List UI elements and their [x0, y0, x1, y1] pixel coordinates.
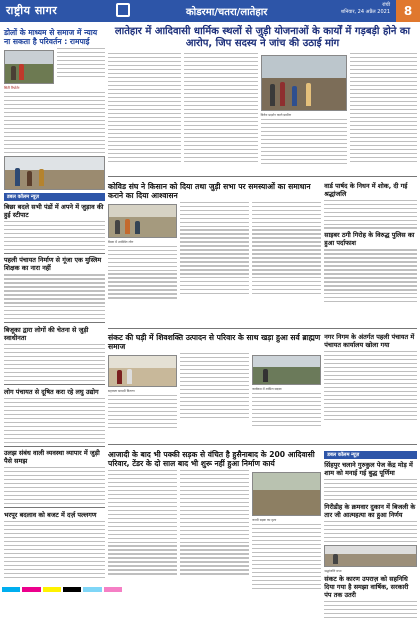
lead-text-col-2 [184, 53, 257, 162]
story2-headline: कोविड संघ ने किसान को दिया तथा जुड़ी सभा पर समस्याओं का समाधान कराने का दिया आश्वासन [108, 181, 311, 200]
story4-text-col-3 [252, 524, 321, 589]
divider [4, 446, 105, 447]
left-headline-4: बिछा बदले सभी पंडों में अपने में जुड़ाव की हुई स्टीपाट [4, 202, 104, 219]
left-headline-2: पहली पंचायत निर्माण से गूंजा एक मुस्लिम शिक्षक का नारा नहीं [4, 256, 102, 273]
left-text-block-3 [4, 274, 105, 319]
masthead [0, 0, 420, 22]
lead-story [108, 53, 417, 173]
lead-photo [261, 55, 348, 111]
left-text-block-1 [4, 92, 105, 153]
left-story-1 [4, 48, 105, 86]
story4-photo-caption: कच्ची सड़क का दृश्य [252, 517, 277, 522]
left-column [4, 26, 105, 588]
lead-text-col-1 [108, 53, 181, 162]
page-section-title: कोडरमा/चतरा/लातेहार [186, 7, 268, 18]
lower-band [108, 331, 417, 441]
lead-text-col-4 [350, 53, 417, 162]
left-headline-1: डोलों के माध्यम से समाज में न्याय ना सकता है परिवर्तन : रामपाई [4, 28, 98, 46]
story4-photo [252, 472, 321, 516]
left-text-block-2 [4, 221, 105, 250]
story3-photo-2 [252, 355, 321, 385]
story3-text-col-3 [252, 393, 321, 426]
left-byline: सिटी रिपोर्टर [4, 86, 20, 90]
left-photo-1 [4, 50, 54, 84]
story3-headline: संकट की घड़ी में शिवशक्ति उत्पादन से परिवार के साथ खड़ा हुआ सर्व ब्राह्मण समाज [108, 333, 321, 352]
story2-text-col-2 [180, 202, 249, 295]
left-text-block-6 [4, 467, 105, 504]
story2-text-col-1 [108, 246, 177, 299]
side-headline-6: संकट के कारण उपराज़ को सहनिधि दिया गया है समझा वार्षिक, सरकारी पंप तक उतरी [324, 574, 409, 599]
story3-text-col-1 [108, 395, 177, 428]
side-text-6 [324, 601, 417, 618]
story3-text-col-2 [180, 353, 249, 418]
story4-text-col-2 [180, 470, 249, 575]
story2-photo-caption: बैठक में उपस्थित लोग [108, 239, 134, 244]
side-text-1 [324, 200, 417, 229]
left-headline-5: लोग पंचायत से दूषित करा रहे लघु उद्योग [4, 387, 99, 396]
edition-city: रांची [382, 2, 390, 8]
side-text-2 [324, 351, 417, 420]
story3-photo-caption: सहायता सामग्री वितरण [108, 389, 135, 394]
side-headline-1: वार्ड पार्षद के निधन में शोक, दी गई श्रद्धांजलि [324, 181, 408, 198]
divider [4, 384, 105, 385]
left-text-block-5 [4, 398, 105, 443]
story4-headline: आजादी के बाद भी पक्की सड़क से वंचित है हुसैनाबाद के 200 आदिवासी परिवार, टेंडर के दो साल बाद भी शुरू नहीं हुआ निर्माण कार्य [108, 449, 315, 468]
left-headline-3: बिजूका द्वारा लोगों की चेतना से जुड़ी स्वाधीनता [4, 326, 89, 343]
side-photo-caption: श्रद्धांजलि सभा [324, 568, 342, 573]
edition-date [341, 2, 390, 16]
left-text-block-7 [4, 521, 105, 578]
lead-text-col-3 [261, 119, 348, 164]
story2-text-col-3 [252, 202, 321, 295]
left-headline-6: उलझ संबंध वाली व्यवस्था व्यापार में जुड़ी पैसे समझ [4, 449, 100, 466]
side-headline-4: सिंहपुर चलाने गुरुकुल पेज केंद्र मोड़ में शाम को मनाई गई बुद्ध पूर्णिमा [324, 460, 413, 477]
side-headline-2: नगर निगम के अंतर्गत पहली पंचायत में पंचायत कार्यालय खोला गया [324, 333, 415, 350]
story3-photo-2-caption: कार्यक्रम में शामिल सदस्य [252, 387, 282, 392]
edition-date-text: शनिवार, 24 अप्रैल 2021 [340, 9, 390, 15]
side-headline-3: साइबर ठगी गिरोह के विरुद्ध पुलिस का हुआ पर्दाफाश [324, 231, 415, 248]
divider [108, 176, 417, 177]
side-text-4 [324, 479, 417, 500]
page-number: 8 [396, 0, 420, 22]
side-headline-5: गिरीडीह के क्रमवार दुकान में बिजली के तार जी आत्महत्या का हुआ निर्णय [324, 502, 416, 519]
divider [4, 322, 105, 323]
newspaper-brand: राष्ट्रीय सागर [6, 4, 58, 17]
left-story-1-text [57, 48, 105, 86]
lead-headline: लातेहार में आदिवासी धार्मिक स्थलों से जुड़ी योजनाओं के कार्यों में गड़बड़ी होने का आरोप, जिप सदस्य ने जांच की उठाई मांग [114, 26, 411, 49]
divider [108, 328, 417, 329]
story2-photo [108, 204, 177, 238]
side-text-3 [324, 249, 417, 302]
brand-logo-icon [116, 3, 130, 17]
side-photo [324, 545, 417, 567]
left-section-bar: डबल कॉलम न्यूज़ [4, 193, 105, 201]
divider [4, 253, 105, 254]
lead-photo-caption: विरोध प्रदर्शन करते ग्रामीण [260, 113, 292, 117]
main-section-bar: डबल कॉलम न्यूज़ [324, 451, 417, 459]
registration-marks [2, 587, 122, 592]
divider [4, 507, 105, 508]
side-text-5 [324, 521, 417, 542]
divider [108, 444, 417, 445]
story3-photo [108, 355, 177, 387]
middle-band [108, 180, 417, 325]
left-text-block-4 [4, 344, 105, 381]
story4-text-col-1 [108, 470, 177, 575]
left-headline-7: भरपूर बदलाव को बजट में दर्ज़ पल्लगण [4, 510, 97, 519]
left-photo-2 [4, 156, 105, 190]
main-area [108, 26, 417, 599]
bottom-band [108, 448, 417, 608]
